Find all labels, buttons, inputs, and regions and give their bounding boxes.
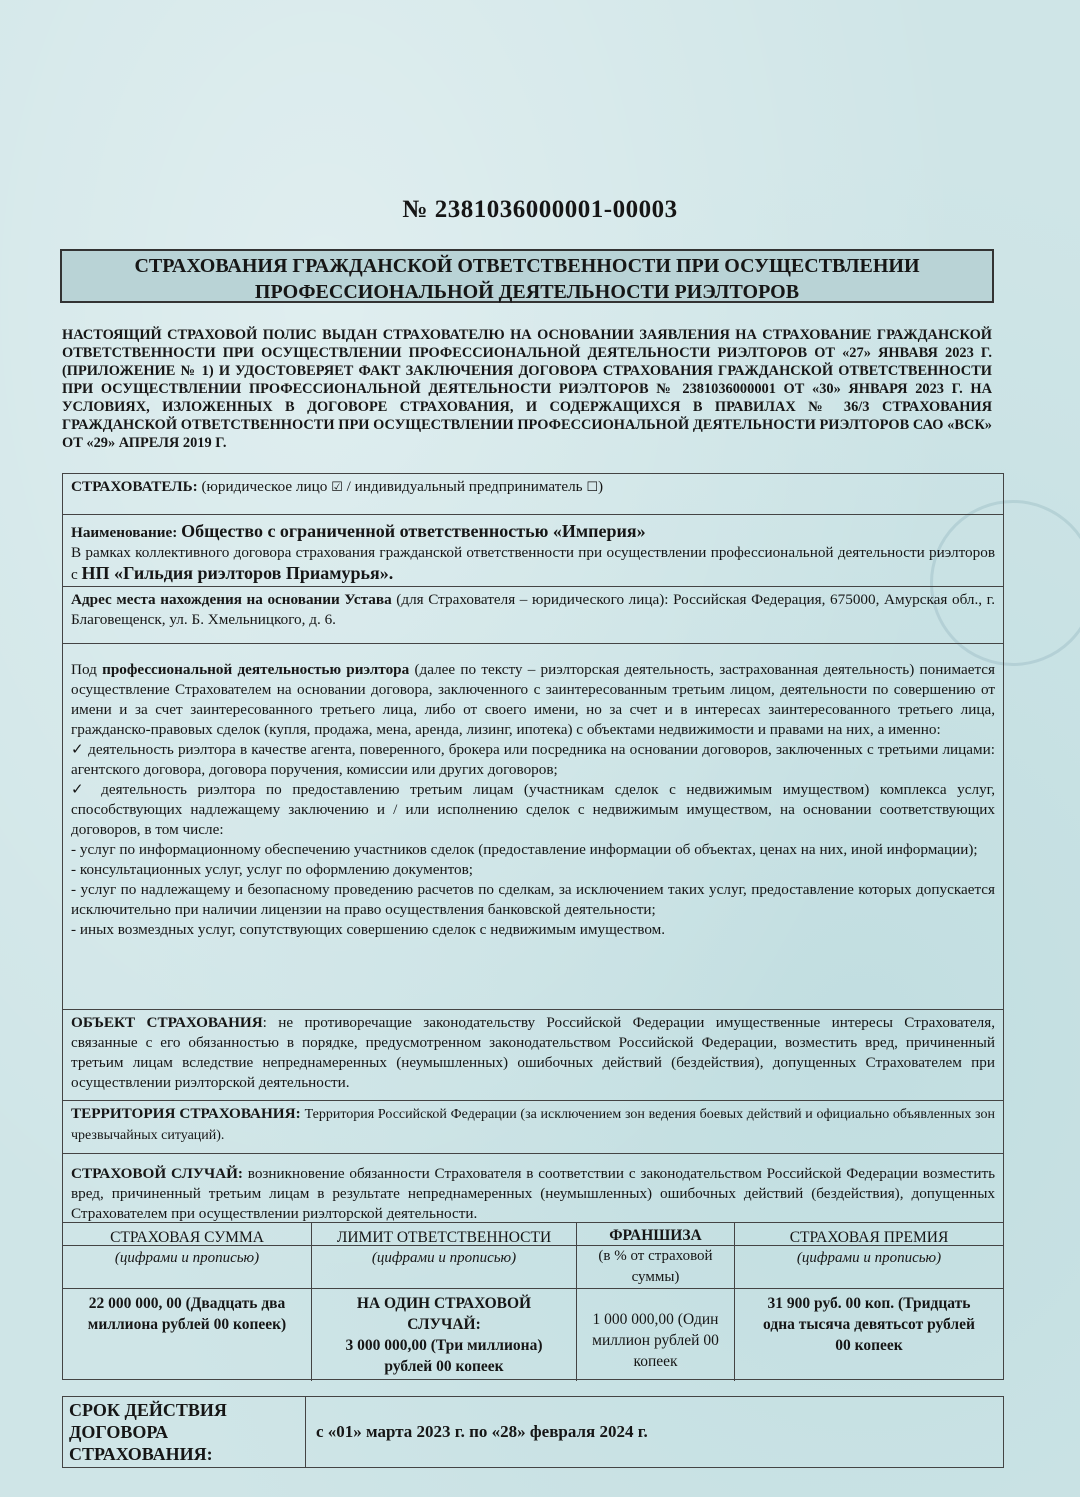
header-sum <box>63 1223 312 1289</box>
policy-details-table <box>62 473 1004 1246</box>
insurance-term-label: СРОК ДЕЙСТВИЯ ДОГОВОРА СТРАХОВАНИЯ: <box>63 1397 306 1467</box>
insured-event-text: возникновение обязанности Страхователя в соответствии с законодательством Российской Федерации возместить вред, причиненный третьим лицам в результате непреднамеренных (неумышленных) ошибочных действий (бездействия), допущенных Страхователем при осуществлении риэлторской деятельности. <box>71 1165 996 1222</box>
insurer-type-legal: (юридическое лицо <box>201 478 328 495</box>
insurance-object-text: : не противоречащие законодательству Российской Федерации имущественные интересы Страхователя, связанные с его обязанностью в порядке, предусмотренном законодательством Российской Федерации, возместить вред, причиненный третьим лицам вследствие непреднамеренных (неумышленных) ошибочных действий (бездействия), допущенных Страхователем при осуществлении риэлторской деятельности. <box>71 1014 996 1091</box>
address-label: Адрес места нахождения на основании Устава <box>71 591 392 608</box>
premium-value: 31 900 руб. 00 коп. (Тридцать одна тысяча девятьсот рублей 00 копеек <box>763 1295 975 1354</box>
header-premium-sub: (цифрами и прописью) <box>796 1250 942 1266</box>
amounts-table <box>62 1222 1004 1380</box>
header-premium <box>735 1223 1003 1289</box>
collective-contract-text: В рамках коллективного договора страхования гражданской ответственности при осуществлении профессиональной деятельности риэлторов с <box>71 544 995 583</box>
activity-item: - иных возмездных услуг, сопутствующих совершению сделок с недвижимым имуществом. <box>71 921 666 938</box>
activity-item: - консультационных услуг, услуг по оформлению документов; <box>71 861 474 878</box>
liability-limit-cell <box>312 1289 577 1381</box>
insurance-object-label: ОБЪЕКТ СТРАХОВАНИЯ <box>71 1014 263 1031</box>
activity-intro-post: (далее по тексту – риэлторская деятельность, застрахованная деятельность) понимается осуществление Страхователем на основании договора, заключенного с заинтересованным третьим лицом, деятельности по совершению от имени и за счет заинтересованного третьего лица, либо от своего имени, но за счет и в интересах заинтересованного третьего лица, гражданско-правовых сделок (купля, продажа, мена, аренда, лизинг, ипотека) с объектами недвижимости и правами на них, а именно: <box>71 661 996 738</box>
guild-name: НП «Гильдия риэлторов Приамурья». <box>81 563 394 583</box>
header-franchise <box>577 1223 735 1289</box>
territory-text: Территория Российской Федерации (за исключением зон ведения боевых действий и официально объявленных зон чрезвычайных ситуаций). <box>71 1107 995 1143</box>
activity-item: - услуг по информационному обеспечению участников сделок (предоставление информации об объектах, ценах на них, иной информации); <box>71 841 978 858</box>
policy-number: № 2381036000001-00003 <box>402 196 678 223</box>
policy-title <box>60 249 994 303</box>
name-label: Наименование: <box>71 524 178 541</box>
checkbox-empty-icon: ☐ <box>586 480 599 495</box>
header-premium-title: СТРАХОВАЯ ПРЕМИЯ <box>789 1229 949 1246</box>
activity-intro-pre: Под <box>71 661 97 678</box>
header-limit <box>312 1223 577 1289</box>
territory-label: ТЕРРИТОРИЯ СТРАХОВАНИЯ: <box>71 1105 301 1122</box>
name-row <box>63 515 1003 587</box>
liability-limit-value: 3 000 000,00 (Три миллиона) рублей 00 копеек <box>345 1337 543 1375</box>
header-franchise-sub: (в % от страховой суммы) <box>598 1248 713 1285</box>
insurance-object-row <box>63 1010 1003 1101</box>
address-text: (для Страхователя – юридического лица): Российская Федерация, 675000, Амурская обл., г. Благовещенск, ул. Б. Хмельницкого, д. 6. <box>71 591 995 628</box>
header-limit-sub: (цифрами и прописью) <box>371 1250 517 1266</box>
activity-item: - услуг по надлежащему и безопасному проведению расчетов по сделкам, за исключением таких услуг, предоставление которых допускается исключительно при наличии лицензии на право осуществления банковской деятельности; <box>71 881 995 918</box>
franchise-value: 1 000 000,00 (Один миллион рублей 00 копеек <box>577 1289 735 1381</box>
activity-row <box>63 644 1003 1010</box>
preamble: НАСТОЯЩИЙ СТРАХОВОЙ ПОЛИС ВЫДАН СТРАХОВАТЕЛЮ НА ОСНОВАНИИ ЗАЯВЛЕНИЯ НА СТРАХОВАНИЕ ГРАЖДАНСКОЙ ОТВЕТСТВЕННОСТИ ПРИ ОСУЩЕСТВЛЕНИИ ПРОФЕССИОНАЛЬНОЙ ДЕЯТЕЛЬНОСТИ РИЭЛТОРОВ ОТ «27» ЯНВАВЯ 2023 Г. (ПРИЛОЖЕНИЕ № 1) И УДОСТОВЕРЯЕТ ФАКТ ЗАКЛЮЧЕНИЯ ДОГОВОРА СТРАХОВАНИЯ ГРАЖДАНСКОЙ ОТВЕТСТВЕННОСТИ ПРИ ОСУЩЕСТВЛЕНИИ ПРОФЕССИОНАЛЬНОЙ ДЕЯТЕЛЬНОСТИ РИЭЛТОРОВ № 2381036000001 ОТ «30» ЯНВАРЯ 2023 Г. НА УСЛОВИЯХ, ИЗЛОЖЕННЫХ В ДОГОВОРЕ СТРАХОВАНИЯ, И СОДЕРЖАЩИХСЯ В ПРАВИЛАХ № 36/3 СТРАХОВАНИЯ ГРАЖДАНСКОЙ ОТВЕТСТВЕННОСТИ ПРИ ОСУЩЕСТВЛЕНИИ ПРОФЕССИОНАЛЬНОЙ ДЕЯТЕЛЬНОСТИ РИЭЛТОРОВ САО «ВСК» ОТ «29» АПРЕЛЯ 2019 Г. <box>62 327 992 451</box>
header-franchise-title: ФРАНШИЗА <box>609 1227 702 1244</box>
header-sum-sub: (цифрами и прописью) <box>114 1250 260 1266</box>
insurance-term-value: с «01» марта 2023 г. по «28» февраля 2024 г. <box>316 1422 648 1441</box>
header-sum-title: СТРАХОВАЯ СУММА <box>110 1229 264 1246</box>
company-name: Общество с ограниченной ответственностью «Империя» <box>181 521 646 541</box>
policy-title-line1: СТРАХОВАНИЯ ГРАЖДАНСКОЙ ОТВЕТСТВЕННОСТИ ПРИ ОСУЩЕСТВЛЕНИИ <box>134 255 920 277</box>
liability-limit-title: НА ОДИН СТРАХОВОЙ СЛУЧАЙ: <box>356 1295 532 1333</box>
policy-title-line2: ПРОФЕССИОНАЛЬНОЙ ДЕЯТЕЛЬНОСТИ РИЭЛТОРОВ <box>254 281 800 303</box>
insured-sum-value: 22 000 000, 00 (Двадцать два миллиона рублей 00 копеек) <box>63 1289 312 1381</box>
checkbox-checked-icon: ☑ <box>331 480 343 495</box>
insurer-type-ip: / индивидуальный предприниматель <box>346 478 583 495</box>
insurer-type-close: ) <box>598 478 604 495</box>
activity-item: ✓ деятельность риэлтора в качестве агента, поверенного, брокера или посредника на основании договоров, заключенных с третьими лицами: агентского договора, договора поручения, комиссии или других договоров; <box>71 741 995 778</box>
insurer-label: СТРАХОВАТЕЛЬ: <box>71 478 198 495</box>
insured-event-label: СТРАХОВОЙ СЛУЧАЙ: <box>71 1165 243 1182</box>
territory-row <box>63 1101 1003 1154</box>
address-row <box>63 587 1003 644</box>
activity-item: ✓ деятельность риэлтора по предоставлению третьим лицам (участникам сделок с недвижимым имуществом) комплекса услуг, способствующих надлежащему заключению и / или исполнению сделок с недвижимым имуществом, на основании соответствующих договоров, в том числе: <box>71 781 995 838</box>
header-limit-title: ЛИМИТ ОТВЕТСТВЕННОСТИ <box>336 1229 552 1246</box>
insurer-row <box>63 474 1003 515</box>
activity-intro-bold: профессиональной деятельностью риэлтора <box>102 661 410 678</box>
insurance-term-row <box>62 1396 1004 1468</box>
